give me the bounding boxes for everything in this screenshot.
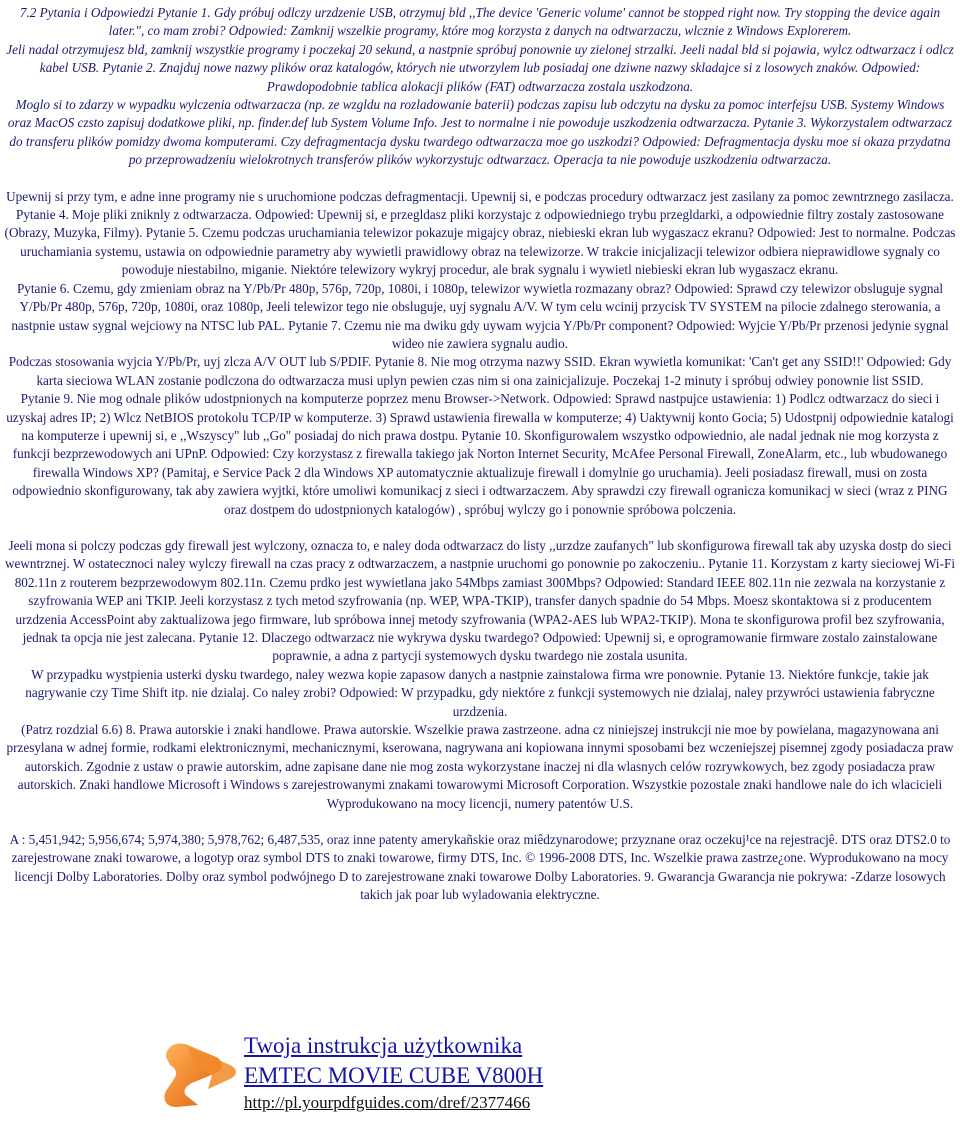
- paragraph-4: Upewnij si przy tym, e adne inne programy nie s uruchomione podczas defragmentacji. Upewnij si, e podczas procedury odtwarzacz jest zasilany za pomoc zewntrznego zasilacza. Pytanie 4. Moje pliki zniknly z odtwarzacza. Odpowied: Upewnij si, e przegldasz pliki korzystajc z odpowiedniego trybu przegldarki, a odpowiednie filtry zostaly zastosowane (Obrazy, Muzyka, Filmy). Pytanie 5. Czemu podczas uruchamiania telewizor pokazuje migajcy obraz, niebieski ekran lub wygaszacz ekranu? Odpowied: Jest to normalne. Podczas uruchamiania systemu, ustawia on odpowiednie parametry aby wywietli prawidlowy obraz na telewizorze. W trakcie inicjalizacji telewizor odbiera nieprawidlowe sygnaly co powoduje niestabilno, miganie. Niektóre telewizory wykryj procedur, ale brak sygnalu i wywietl niebieski ekran lub wygaszacz ekranu.: [4, 188, 956, 278]
- paragraph-6: Podczas stosowania wyjcia Y/Pb/Pr, uyj zlcza A/V OUT lub S/PDIF. Pytanie 8. Nie mog otrzyma nazwy SSID. Ekran wywietla komunikat: 'Can't get any SSID!!' Odpowied: Gdy karta sieciowa WLAN zostanie podlczona do odtwarzacza musi uplyn pewien czas nim si ona zainicjalizuje. Poczekaj 1-2 minuty i spróbuj odwiey ponownie list SSID.: [8, 354, 952, 388]
- paragraph-7: Pytanie 9. Nie mog odnale plików udostpnionych na komputerze poprzez menu Browser->Network. Odpowied: Sprawd nastpujce ustawienia: 1) Podlcz odtwarzacz do sieci i uzyskaj adres IP; 2) Wlcz NetBIOS protokolu TCP/IP w komputerze. 3) Sprawd ustawienia firewalla w komputerze; 4) Uaktywnij konto Gocia; 5) Udostpnij odpowiednie katalogi na komputerze i upewnij si, e ,,Wszyscy" lub ,,Go" posiadaj do nich prawa dostpu. Pytanie 10. Skonfigurowalem wszystko odpowiednio, ale nadal jednak nie mog korzysta z funkcji bezprzewodowych ani UPnP. Odpowied: Czy korzystasz z firewalla takiego jak Norton Internet Security, McAfee Personal Firewall, ZoneAlarm, etc., lub wbudowanego firewalla Windows XP? (Pamitaj, e Service Pack 2 dla Windows XP automatycznie aktualizuje firewall i domylnie go uruchamia). Jeeli posiadasz firewall, musi on zosta odpowiednio skonfigurowany, tak aby zawiera wyjtki, które umoliwi komunikacj z sieci i odtwarzaczem. Aby sprawdzi czy firewall ogranicza komunikacj w sieci (wraz z PING oraz dostpem do udostpnionych katalogów) , spróbuj wylczy go i ponownie spróbowa polczenia.: [6, 391, 954, 517]
- paragraph-10: (Patrz rozdzial 6.6) 8. Prawa autorskie i znaki handlowe. Prawa autorskie. Wszelkie prawa zastrzeone. adna cz niniejszej instrukcji nie moe by powielana, magazynowana ani przesylana w adnej formie, rodkami elektronicznymi, mechanicznymi, kserowana, nagrywana ani kopiowana innymi sposobami bez wczeniejszej pisemnej zgody posiadacza praw autorskich. Zgodnie z ustaw o prawie autorskim, adne zapisane dane nie mog zosta wykorzystane inaczej ni dla wlasnych celów rozrywkowych, bez zgody posiadacza praw autorskich. Znaki handlowe Microsoft i Windows s zarejestrowanymi znakami towarowymi Microsoft Corporation. Wszystkie pozostale znaki handlowe nale do ich wlacicieli Wyprodukowano na mocy licencji, numery patentów U.S.: [6, 722, 954, 811]
- footer-banner: [148, 1031, 848, 1129]
- paragraph-2: Jeli nadal otrzymujesz bld, zamknij wszystkie programy i poczekaj 20 sekund, a nastpnie spróbuj ponownie uy zielonej strzalki. Jeeli nadal bld si pojawia, wylcz odtwarzacz i odlcz kabel USB. Pytanie 2. Znajduj nowe nazwy plików oraz katalogów, których nie utworzylem lub posiadaj one dziwne nazwy skladajce si z losowych znaków. Odpowied: Prawdopodobnie tablica alokacji plików (FAT) odtwarzacza zostala uszkodzona.: [6, 41, 954, 94]
- paragraph-8: Jeeli mona si polczy podczas gdy firewall jest wylczony, oznacza to, e naley doda odtwarzacz do listy ,,urzdze zaufanych" lub skonfigurowa firewall tak aby uzyska dostp do sieci wewntrznej. W ostatecznoci naley wylczy firewall na czas pracy z odtwarzaczem, a nastpnie uruchomi go ponownie po zakoczeniu.. Pytanie 11. Korzystam z karty sieciowej Wi-Fi 802.11n z routerem bezprzewodowym 802.11n. Czemu prdko jest wywietlana jako 54Mbps zamiast 300Mbps? Odpowied: Standard IEEE 802.11n nie zezwala na korzystanie z szyfrowania WEP ani TKIP. Jeeli korzystasz z tych metod szyfrowania (np. WEP, WPA-TKIP), transfer danych spadnie do 54 Mbps. Moesz skontaktowa si z producentem urzdzenia AccessPoint aby zaktualizowa jego firmware, lub spróbowa innej metody szyfrowania (WPA2-AES lub WPA2-TKIP). Mona te skonfigurowa profil bez szyfrowania, jednak ta opcja nie jest zalecana. Pytanie 12. Dlaczego odtwarzacz nie wykrywa dysku twardego? Odpowied: Upewnij si, e oprogramowanie firmware zostalo zainstalowane poprawnie, a adna z partycji systemowych dysku twardego nie zostala usunita.: [5, 537, 955, 664]
- manual-title-link[interactable]: Twoja instrukcja użytkownika: [244, 1033, 523, 1058]
- device-model-link[interactable]: EMTEC MOVIE CUBE V800H: [244, 1063, 544, 1088]
- paragraph-3: Moglo si to zdarzy w wypadku wylczenia odtwarzacza (np. ze wzgldu na rozladowanie baterii) podczas zapisu lub odczytu na dysku za pomoc interfejsu USB. Systemy Windows oraz MacOS czsto zapisuj dodatkowe pliki, np. finder.def lub System Volume Info. Jest to normalne i nie powoduje uszkodzenia odtwarzacza. Pytanie 3. Wykorzystalem odtwarzacz do transferu plików pomidzy dwoma komputerami. Czy defragmentacja dysku twardego odtwarzacza moe go uszkodzi? Odpowied: Defragmentacja dysku moe si okaza przydatna po przeprowadzeniu wielokrotnych transferów plików wykorzystujc odtwarzacz. Operacja ta nie powoduje uszkodzenia odtwarzacza.: [7, 97, 953, 168]
- arrow-logo-icon: [158, 1035, 242, 1115]
- manual-url-link[interactable]: http://pl.yourpdfguides.com/dref/2377466: [244, 1093, 531, 1112]
- paragraph-11: A : 5,451,942; 5,956,674; 5,974,380; 5,978,762; 6,487,535, oraz inne patenty amerykañskie oraz miêdzynarodowe; przyznane oraz oczekuj¹ce na rejestracjê. DTS oraz DTS2.0 to zarejestrowane znaki towarowe, a logotyp oraz symbol DTS to znaki towarowe, firmy DTS, Inc. © 1996-2008 DTS, Inc. Wszelkie prawa zastrze¿one. Wyprodukowano na mocy licencji Dolby Laboratories. Dolby oraz symbol podwójnego D to zarejestrowane znaki towarowe Dolby Laboratories. 9. Gwarancja Gwarancja nie pokrywa: -Zdarze losowych takich jak poar lub wyladowania elektryczne.: [9, 832, 951, 903]
- paragraph-1: 7.2 Pytania i Odpowiedzi Pytanie 1. Gdy próbuj odlczy urzdzenie USB, otrzymuj bld ,,The device 'Generic volume' cannot be stopped right now. Try stopping the device again later.", co mam zrobi? Odpowied: Zamknij wszelkie programy, które mog korzysta z danych na odtwarzaczu, wlcznie z Windows Explorerem.: [19, 5, 941, 39]
- paragraph-9: W przypadku wystpienia usterki dysku twardego, naley wezwa kopie zapasow danych a nastpnie zainstalowa firma wre ponownie. Pytanie 13. Niektóre funkcje, takie jak nagrywanie czy Time Shift itp. nie dzialaj. Co naley zrobi? Odpowied: W przypadku, gdy niektóre z funkcji systemowych nie dzialaj, naley przywróci ustawienia fabryczne urzdzenia.: [25, 666, 935, 719]
- paragraph-5: Pytanie 6. Czemu, gdy zmieniam obraz na Y/Pb/Pr 480p, 576p, 720p, 1080i, i 1080p, telewizor wywietla rozmazany obraz? Odpowied: Sprawd czy telewizor obsluguje sygnal Y/Pb/Pr 480p, 576p, 720p, 1080i, oraz 1080p, Jeeli telewizor tego nie obsluguje, uyj sygnalu A/V. W tym celu wcinij przycisk TV SYSTEM na pilocie zdalnego sterowania, a nastpnie ustaw sygnal wejciowy na NTSC lub PAL. Pytanie 7. Czemu nie ma dwiku gdy uywam wyjcia Y/Pb/Pr component? Odpowied: Wyjcie Y/Pb/Pr przenosi jedynie sygnal wideo nie zawiera sygnalu audio.: [11, 280, 949, 351]
